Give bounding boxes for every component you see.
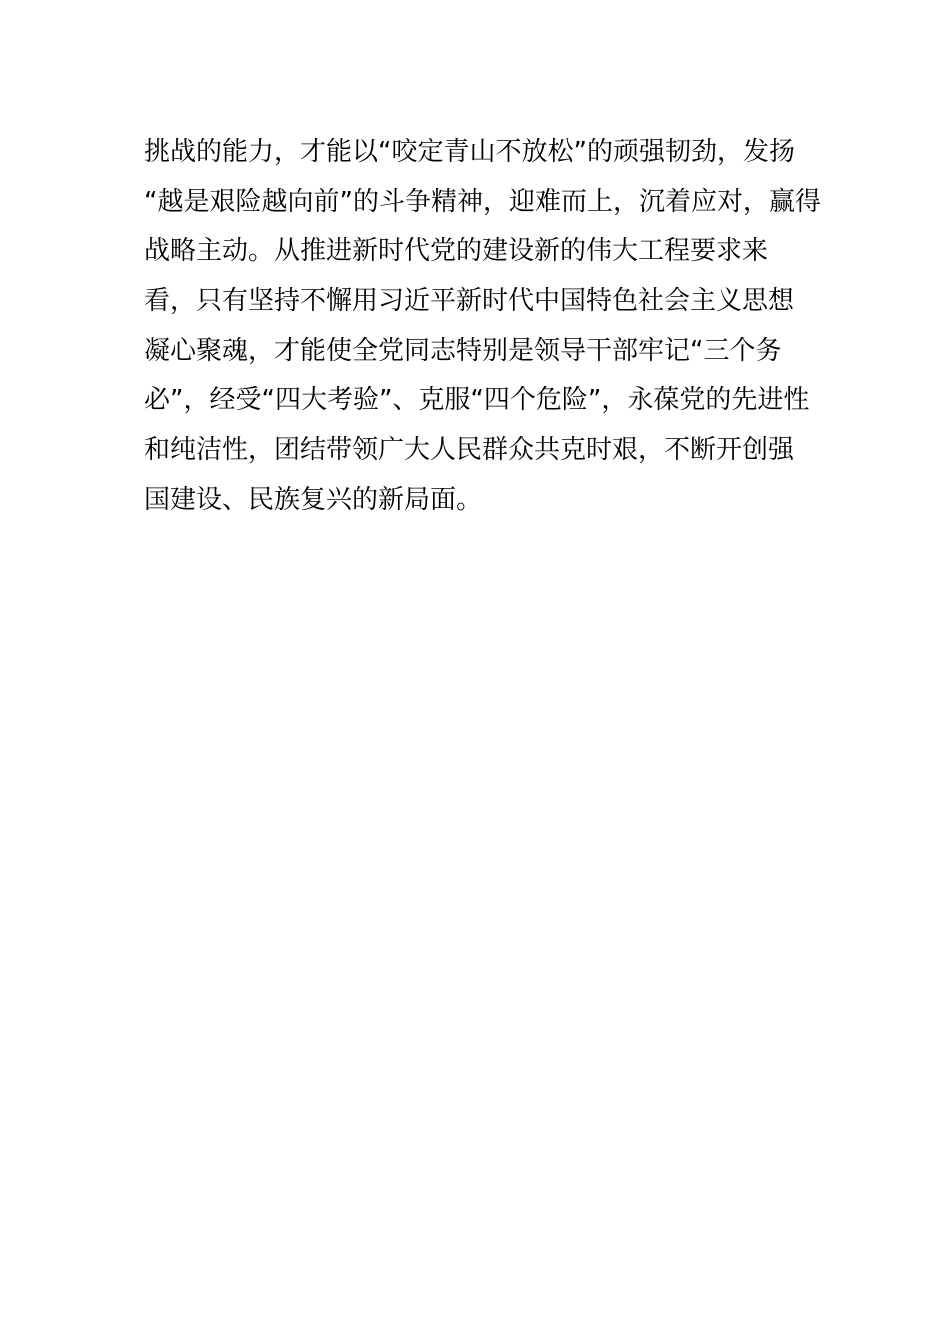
paragraph-line-1: 挑战的能力，才能以“咬定青山不放松”的顽强韧劲，发扬 — [144, 137, 795, 167]
paragraph-line-3: 战略主动。从推进新时代党的建设新的伟大工程要求来 — [144, 236, 769, 267]
paragraph-line-2: “越是艰险越向前”的斗争精神，迎难而上，沉着应对，赢得 — [144, 186, 821, 217]
paragraph-line-6: 必”，经受“四大考验”、克服“四个危险”，永葆党的先进性 — [144, 385, 810, 416]
body-paragraph — [144, 128, 824, 526]
paragraph-line-8: 国建设、民族复兴的新局面。 — [144, 484, 483, 515]
paragraph-line-5: 凝心聚魂，才能使全党同志特别是领导干部牢记“三个务 — [144, 335, 782, 366]
paragraph-line-4: 看，只有坚持不懈用习近平新时代中国特色社会主义思想 — [144, 286, 795, 317]
paragraph-line-7: 和纯洁性，团结带领广大人民群众共克时艰，不断开创强 — [144, 435, 795, 466]
